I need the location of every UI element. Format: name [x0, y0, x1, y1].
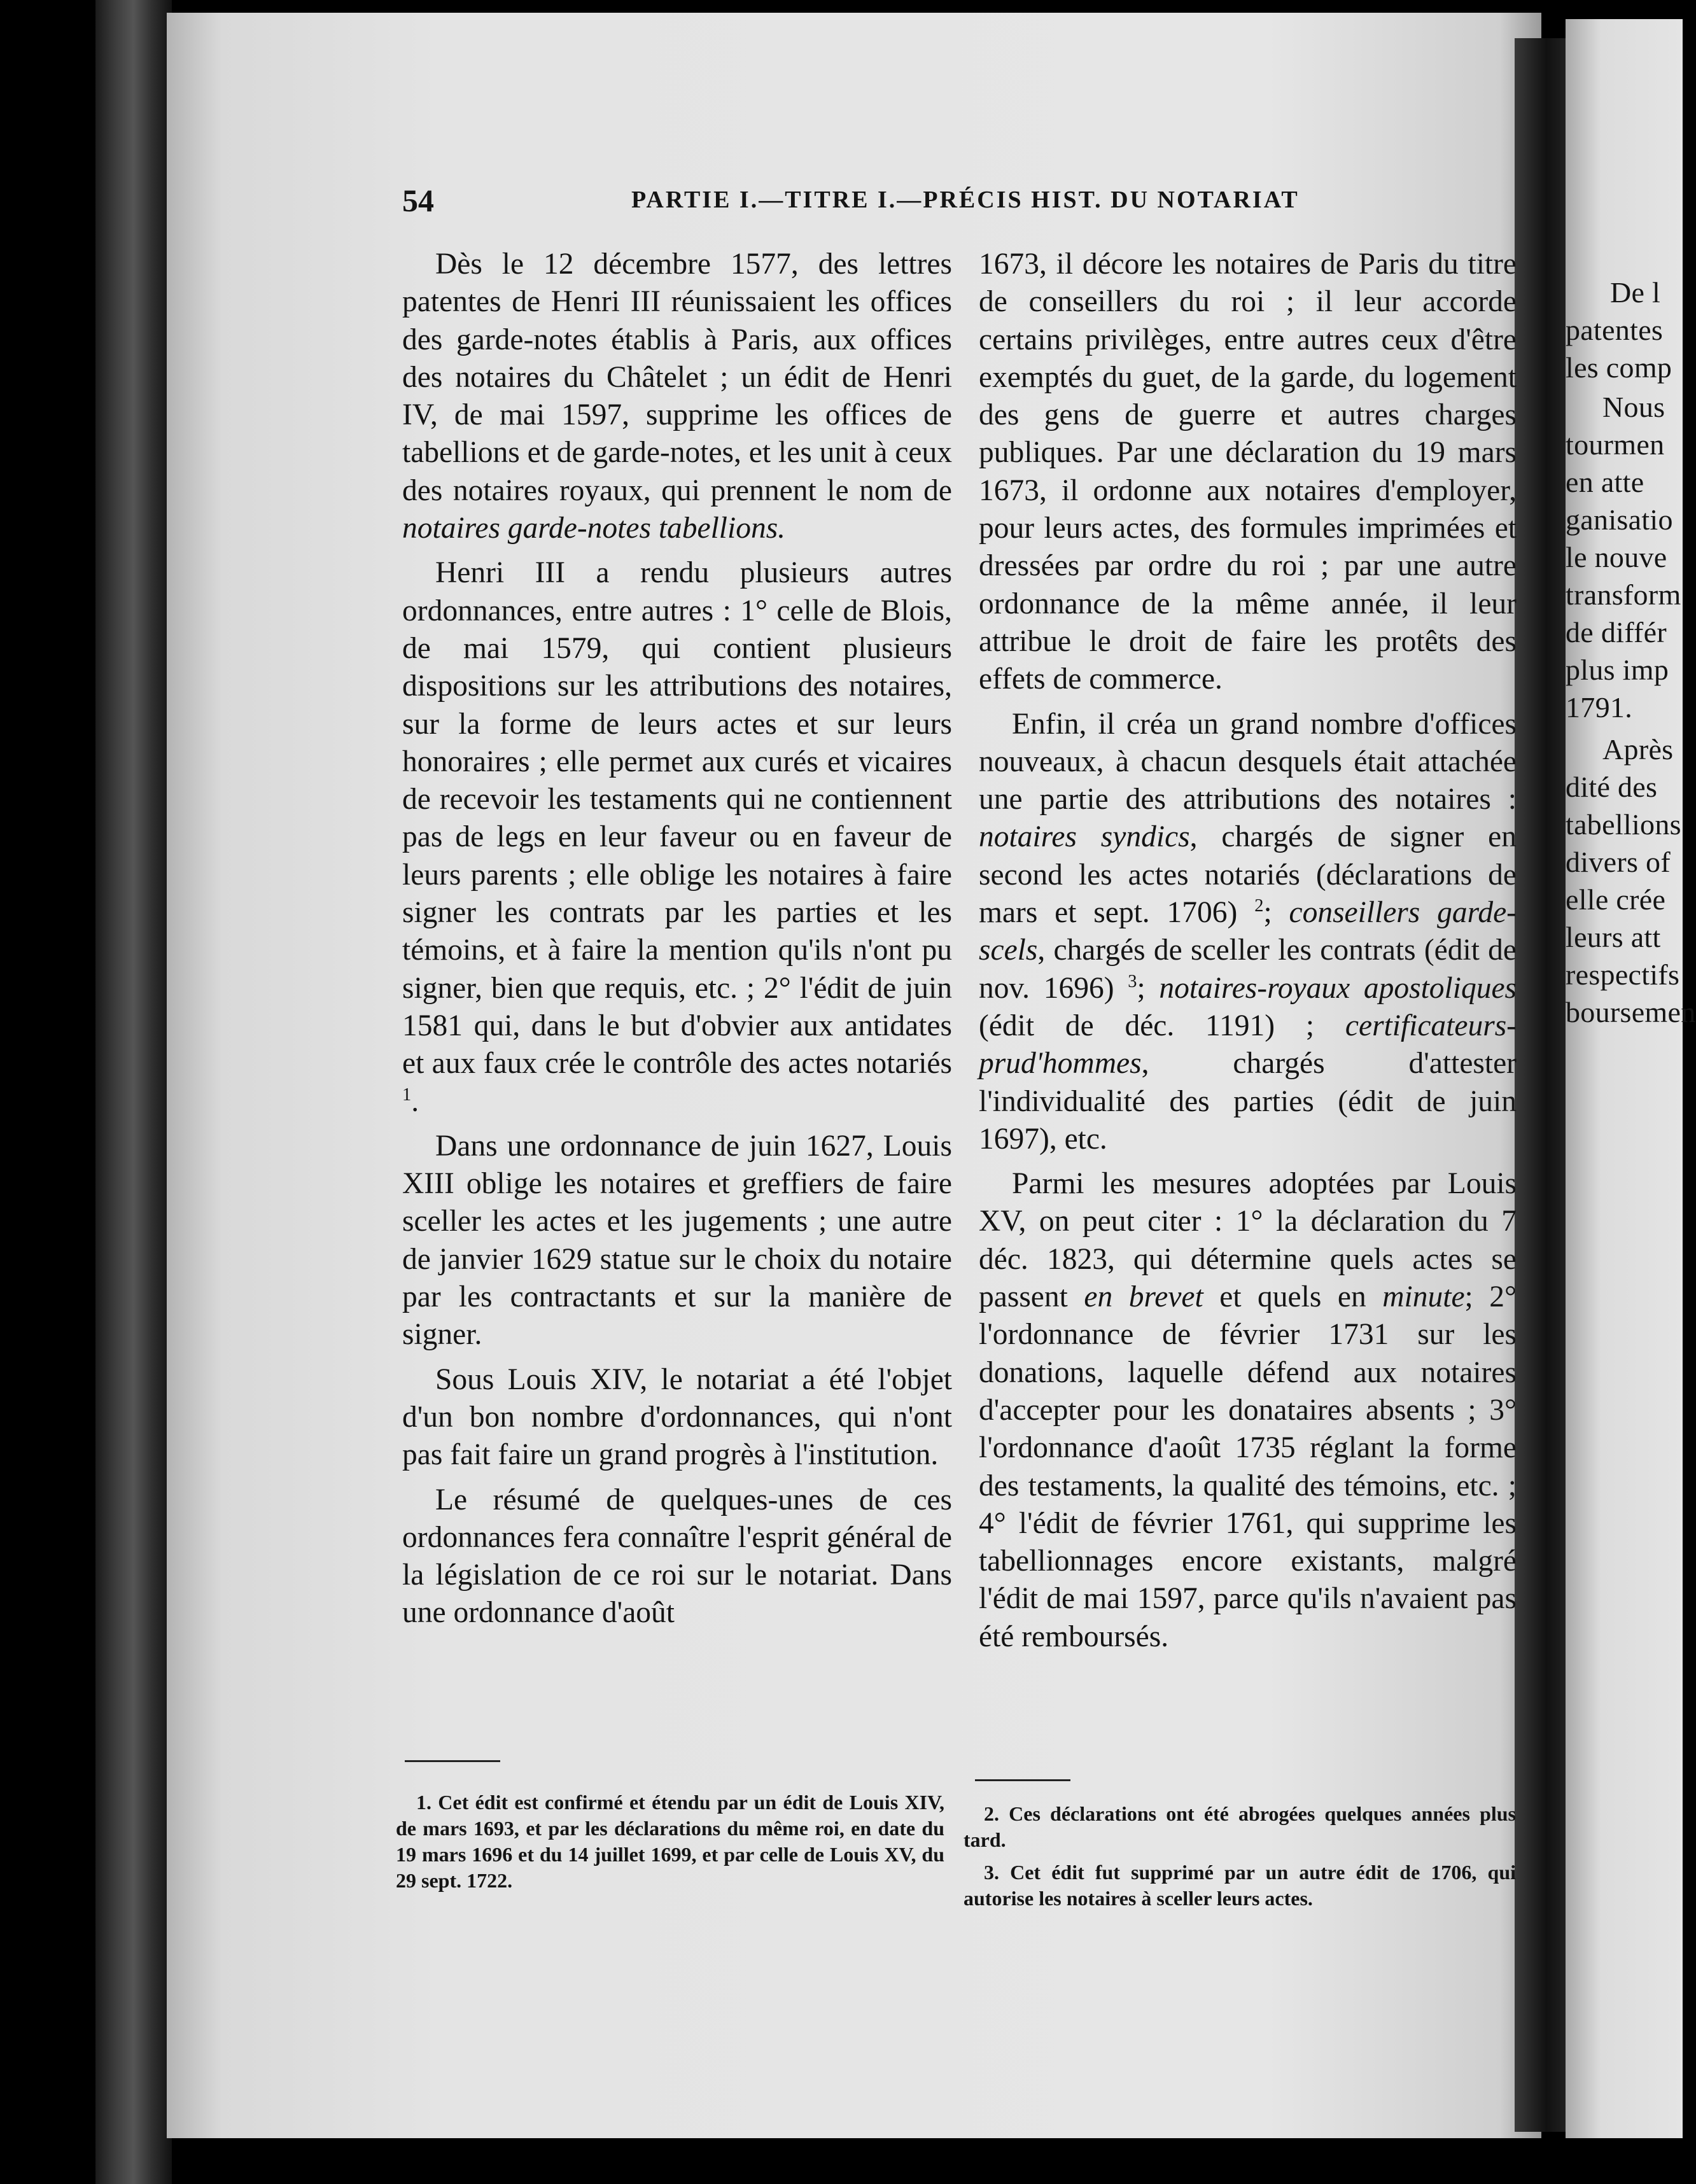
adjacent-line: boursemen	[1566, 996, 1696, 1028]
adjacent-line: plus imp	[1566, 654, 1669, 686]
adjacent-line: transform	[1566, 578, 1681, 611]
footnote-rule	[405, 1760, 500, 1762]
footnote: 2. Ces déclarations ont été abrogées quelques années plus tard.	[964, 1802, 1516, 1851]
adjacent-line: elle crée	[1566, 883, 1666, 916]
adjacent-line: 1791.	[1566, 691, 1632, 724]
page-number: 54	[402, 183, 434, 218]
page-header	[402, 182, 1306, 220]
paragraph: Parmi les mesures adoptées par Louis XV, on peut citer : 1° la déclaration du 7 déc. 1823, qui détermine quels actes se passent en brevet et quels en minute; 2° l'ordonnance de février 1731 sur les donations, laquelle défend aux notaires d'accepter pour les donataires absents ; 3° l'ordonnance d'août 1735 réglant la forme des testaments, la qualité des témoins, etc. ; 4° l'édit de février 1761, qui supprime les tabellionnages encore existants, malgré l'édit de mai 1597, parce qu'ils n'avaient pas été remboursés.	[979, 1167, 1517, 1653]
adjacent-line: patentes	[1566, 314, 1664, 346]
adjacent-line: les comp	[1566, 351, 1672, 384]
italic-term: conseillers garde-scels	[979, 896, 1517, 967]
italic-term: minute	[1382, 1280, 1465, 1314]
adjacent-line: divers of	[1566, 846, 1671, 878]
adjacent-line: leurs att	[1566, 921, 1661, 953]
book-edge	[95, 0, 172, 2184]
adjacent-line: tourmen	[1566, 428, 1665, 461]
italic-term: en brevet	[1084, 1280, 1203, 1314]
italic-term: certificateurs-prud'hommes	[979, 1009, 1517, 1081]
left-column	[402, 246, 952, 1632]
paragraph: Henri III a rendu plusieurs autres ordonnances, entre autres : 1° celle de Blois, de mai 1579, qui contient plusieurs dispositions sur les attributions des notaires, sur la forme de leurs actes et sur leurs honoraires ; elle permet aux curés et vicaires de recevoir les testaments qui ne contiennent pas de legs en leur faveur ou en faveur de leurs parents ; elle oblige les notaires à faire signer les contrats par les parties et les témoins, et à faire la mention qu'ils n'ont pu signer, bien que requis, etc. ; 2° l'édit de juin 1581 qui, dans le but d'obvier aux antidates et aux faux crée le contrôle des actes notariés $^1$.	[402, 556, 952, 1118]
adjacent-line: tabellions	[1566, 808, 1681, 841]
paragraph: Dans une ordonnance de juin 1627, Louis XIII oblige les notaires et greffiers de faire sceller les actes et les jugements ; une autre de janvier 1629 statue sur le choix du notaire par les contractants et sur la manière de signer.	[402, 1129, 952, 1352]
footnote-ref: 2	[1254, 896, 1264, 916]
footnotes-right	[964, 1801, 1516, 1918]
footnote: 1. Cet édit est confirmé et étendu par un édit de Louis XIV, de mars 1693, et par les déclarations du même roi, en date du 19 mars 1696 et du 14 juillet 1699, et par celle de Louis XV, du 29 sept. 1722.	[396, 1791, 944, 1892]
paragraph: Sous Louis XIV, le notariat a été l'objet d'un bon nombre d'ordonnances, qui n'ont pas fait faire un grand progrès à l'institution.	[402, 1362, 952, 1472]
adjacent-line: respectifs	[1566, 958, 1680, 991]
footnote-rule	[975, 1779, 1070, 1781]
footnote-ref: 3	[1128, 971, 1137, 991]
adjacent-line: ganisatio	[1566, 503, 1673, 536]
adjacent-line: Après	[1602, 733, 1674, 766]
footnote-ref: 1	[402, 1084, 412, 1105]
footnotes-left	[396, 1789, 944, 1900]
adjacent-line: dité des	[1566, 771, 1658, 803]
italic-term: notaires-royaux apostoliques	[1159, 971, 1517, 1005]
adjacent-line: Nous	[1602, 391, 1665, 423]
running-head: PARTIE I.—TITRE I.—PRÉCIS HIST. DU NOTARIAT	[631, 186, 1300, 213]
paragraph: 1673, il décore les notaires de Paris du titre de conseillers du roi ; il leur accorde certains privilèges, entre autres ceux d'être exemptés du guet, de la garde, du logement des gens de guerre et autres charges publiques. Par une déclaration du 19 mars 1673, il ordonne aux notaires d'employer, pour leurs actes, des formules imprimées et dressées par ordre du roi ; par une autre ordonnance de la même année, il leur attribue le droit de faire les protêts des effets de commerce.	[979, 248, 1517, 696]
right-column	[979, 246, 1517, 1656]
footnote: 3. Cet édit fut supprimé par un autre édit de 1706, qui autorise les notaires à sceller leurs actes.	[964, 1861, 1516, 1910]
italic-term: notaires garde-notes tabellions.	[402, 512, 786, 545]
paragraph: Le résumé de quelques-unes de ces ordonnances fera connaître l'esprit général de la législation de ce roi sur le notariat. Dans une ordonnance d'août	[402, 1483, 952, 1630]
adjacent-line: De l	[1610, 276, 1661, 309]
adjacent-line: en atte	[1566, 466, 1644, 498]
adjacent-page	[1566, 19, 1696, 2138]
paragraph: Dès le 12 décembre 1577, des lettres patentes de Henri III réunissaient les offices des garde-notes établis à Paris, aux offices des notaires du Châtelet ; un édit de Henri IV, de mai 1597, supprime les offices de tabellions et de garde-notes, et les unit à ceux des notaires royaux, qui prennent le nom de notaires garde-notes tabellions.	[402, 248, 952, 545]
paragraph: Enfin, il créa un grand nombre d'offices nouveaux, à chacun desquels était attachée une partie des attributions des notaires : notaires syndics, chargés de signer en second les actes notariés (déclarations de mars et sept. 1706) $^2$; conseillers garde-scels, chargés de sceller les contrats (édit de nov. 1696) $^3$; notaires-royaux apostoliques (édit de déc. 1191) ; certificateurs-prud'hommes, chargés d'attester l'individualité des parties (édit de juin 1697), etc.	[979, 707, 1517, 1156]
italic-term: notaires syndics	[979, 820, 1190, 854]
adjacent-line: le nouve	[1566, 541, 1667, 573]
adjacent-line: de différ	[1566, 616, 1667, 648]
